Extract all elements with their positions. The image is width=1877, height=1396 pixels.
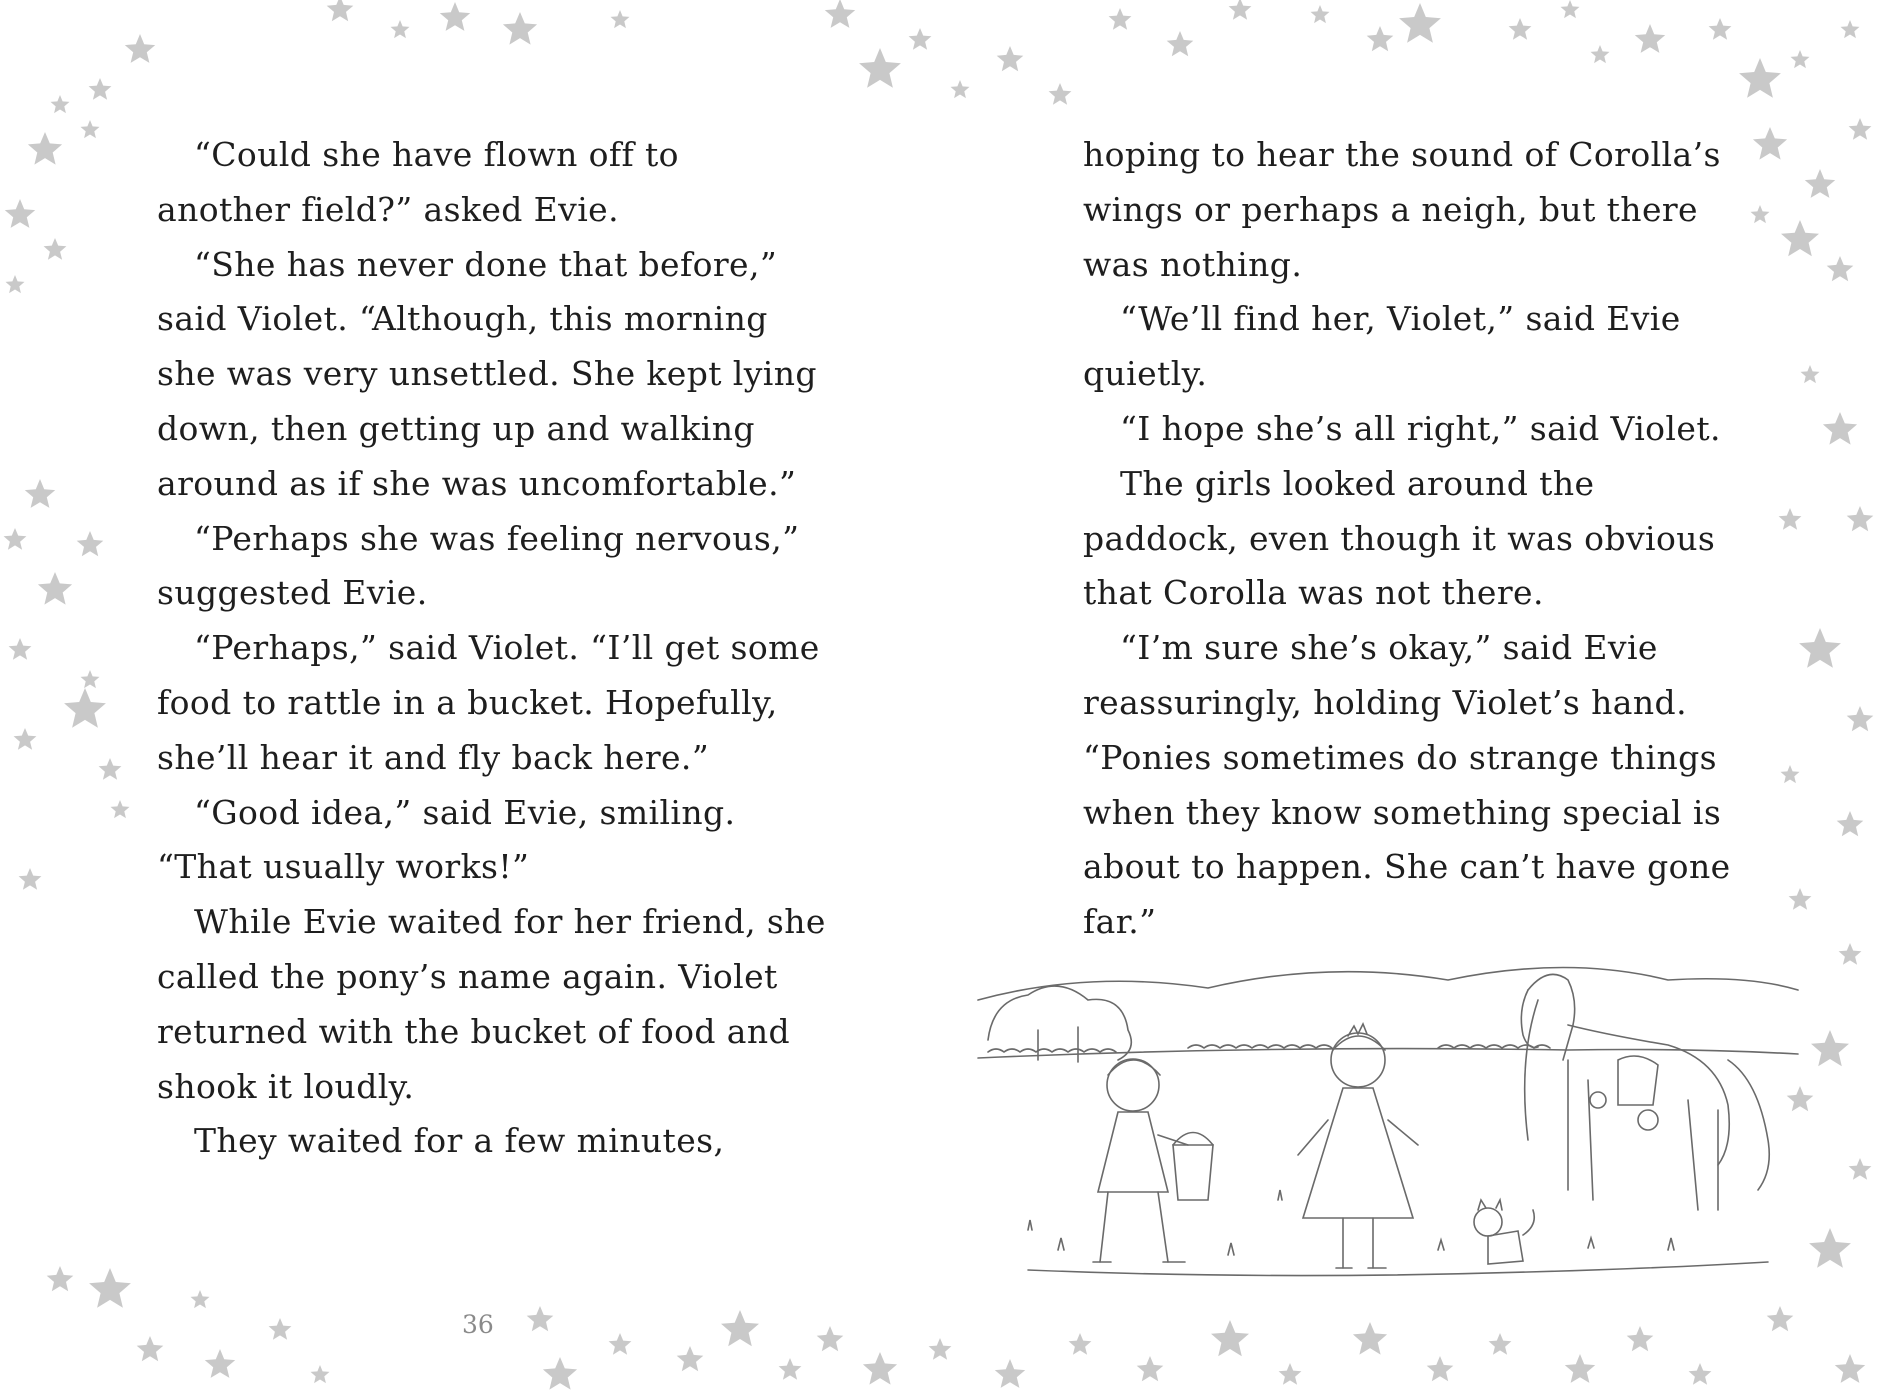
star-icon [1805, 169, 1835, 198]
text-line: “Perhaps she was feeling nervous,” [194, 518, 800, 558]
star-icon [1399, 3, 1441, 43]
star-icon [1823, 412, 1857, 445]
star-icon [1137, 1356, 1164, 1381]
star-icon [1849, 1158, 1872, 1180]
text-line: suggested Evie. [157, 573, 428, 613]
text-line: quietly. [1083, 354, 1208, 394]
star-icon [1353, 1322, 1387, 1355]
star-icon [503, 12, 537, 45]
star-icon [5, 199, 35, 228]
text-line: called the pony’s name again. Violet [157, 956, 778, 996]
star-icon [125, 34, 155, 63]
text-line: she’ll hear it and fly back here.” [157, 737, 710, 777]
star-icon [1591, 45, 1610, 63]
star-icon [1561, 0, 1580, 18]
text-line: “We’ll find her, Violet,” said Evie [1120, 299, 1681, 339]
star-icon [28, 132, 62, 165]
star-icon [677, 1346, 704, 1371]
star-icon [1565, 1354, 1595, 1383]
star-icon [1211, 1320, 1249, 1356]
star-icon [1839, 943, 1862, 965]
star-icon [1739, 58, 1781, 98]
star-icon [9, 638, 32, 660]
text-line: “I’m sure she’s okay,” said Evie [1120, 628, 1658, 668]
star-icon [327, 0, 354, 21]
right-page-text [1083, 128, 1743, 950]
star-icon [1049, 83, 1072, 105]
star-icon [1781, 765, 1800, 783]
star-icon [825, 0, 855, 28]
star-icon [1709, 18, 1732, 40]
text-line: food to rattle in a bucket. Hopefully, [157, 682, 778, 722]
star-icon [1811, 1030, 1849, 1066]
text-line: “Good idea,” said Evie, smiling. [194, 792, 736, 832]
star-icon [1279, 1363, 1302, 1385]
star-icon [1635, 24, 1665, 53]
star-icon [38, 572, 72, 605]
star-icon [4, 528, 27, 550]
text-line: “She has never done that before,” [194, 244, 778, 284]
text-line: another field?” asked Evie. [157, 189, 619, 229]
hill-line [978, 968, 1798, 1001]
star-icon [1835, 1354, 1865, 1383]
left-page-text [157, 128, 826, 1169]
star-icon [721, 1310, 759, 1346]
star-icon [1809, 1228, 1851, 1268]
star-icon [1827, 256, 1854, 281]
star-icon [51, 95, 70, 113]
star-icon [859, 48, 901, 88]
star-icon [997, 46, 1024, 71]
star-icon [47, 1266, 74, 1291]
star-icon [863, 1352, 897, 1385]
star-icon [25, 479, 55, 508]
star-icon [527, 1306, 554, 1331]
star-icon [1789, 888, 1812, 910]
star-icon [81, 670, 100, 688]
text-line: hoping to hear the sound of Corolla’s [1083, 135, 1721, 174]
star-icon [440, 2, 470, 31]
star-icon [1489, 1333, 1512, 1355]
paddock-illustration [968, 950, 1808, 1295]
star-icon [779, 1358, 802, 1380]
star-icon [1751, 205, 1770, 223]
text-line: shook it loudly. [157, 1066, 415, 1106]
star-icon [1841, 20, 1860, 38]
star-icon [1627, 1326, 1654, 1351]
star-icon [1791, 50, 1810, 68]
text-line: was nothing. [1083, 244, 1303, 284]
pony-figure [1521, 974, 1769, 1210]
text-line: about to happen. She can’t have gone [1083, 847, 1731, 887]
text-line: reassuringly, holding Violet’s hand. [1083, 682, 1687, 722]
star-icon [1311, 5, 1330, 23]
text-line: While Evie waited for her friend, she [194, 902, 826, 942]
star-icon [817, 1326, 844, 1351]
star-icon [44, 238, 67, 260]
text-line: paddock, even though it was obvious [1083, 518, 1716, 558]
star-icon [311, 1365, 330, 1383]
star-icon [391, 20, 410, 38]
text-line: that Corolla was not there. [1083, 573, 1544, 613]
star-icon [205, 1349, 235, 1378]
star-icon [611, 10, 630, 28]
text-line: “Perhaps,” said Violet. “I’ll get some [194, 628, 820, 668]
star-icon [1849, 118, 1872, 140]
star-icon [1427, 1356, 1454, 1381]
star-icon [1229, 0, 1252, 20]
text-line: she was very unsettled. She kept lying [157, 354, 817, 394]
star-icon [995, 1359, 1025, 1388]
text-line: down, then getting up and walking [157, 408, 755, 448]
text-line: They waited for a few minutes, [194, 1121, 725, 1161]
girl-in-dress-figure [1298, 1024, 1418, 1268]
text-line: “I hope she’s all right,” said Violet. [1120, 408, 1721, 448]
star-icon [137, 1336, 164, 1361]
star-icon [1779, 508, 1802, 530]
page-number: 36 [462, 1310, 494, 1339]
star-icon [14, 728, 37, 750]
star-icon [89, 78, 112, 100]
star-icon [77, 531, 104, 556]
text-line: said Violet. “Although, this morning [157, 299, 768, 339]
star-icon [111, 800, 130, 818]
star-icon [609, 1333, 632, 1355]
star-icon [1767, 1306, 1794, 1331]
star-icon [1367, 26, 1394, 51]
star-icon [1689, 1363, 1712, 1385]
star-icon [81, 120, 100, 138]
text-line: returned with the bucket of food and [157, 1011, 791, 1051]
star-icon [1753, 127, 1787, 160]
star-icon [929, 1338, 952, 1360]
text-line: “That usually works!” [157, 847, 530, 887]
star-icon [1167, 31, 1194, 56]
star-icon [19, 868, 42, 890]
star-icon [1109, 8, 1132, 30]
star-icon [99, 758, 122, 780]
text-line: around as if she was uncomfortable.” [157, 463, 797, 503]
text-line: when they know something special is [1083, 792, 1722, 832]
star-icon [1069, 1333, 1092, 1355]
cat-figure [1474, 1200, 1534, 1264]
star-icon [6, 275, 25, 293]
star-icon [191, 1290, 210, 1308]
stone-wall [978, 1049, 1798, 1058]
star-icon [1801, 365, 1820, 383]
star-icon [951, 80, 970, 98]
star-icon [543, 1357, 577, 1390]
girl-with-bucket-figure [1093, 1059, 1213, 1262]
text-line: wings or perhaps a neigh, but there [1083, 189, 1698, 229]
text-line: “Ponies sometimes do strange things [1083, 737, 1717, 777]
star-icon [269, 1318, 292, 1340]
star-icon [909, 28, 932, 50]
star-icon [1799, 628, 1841, 668]
text-line: “Could she have flown off to [194, 135, 679, 174]
star-icon [1837, 811, 1864, 836]
star-icon [1781, 220, 1819, 256]
star-icon [1509, 18, 1532, 40]
star-icon [1847, 506, 1874, 531]
text-line: far.” [1083, 902, 1157, 942]
star-icon [1847, 706, 1874, 731]
star-icon [64, 688, 106, 728]
text-line: The girls looked around the [1120, 463, 1595, 503]
ground-line [1028, 1262, 1768, 1276]
star-icon [89, 1268, 131, 1308]
